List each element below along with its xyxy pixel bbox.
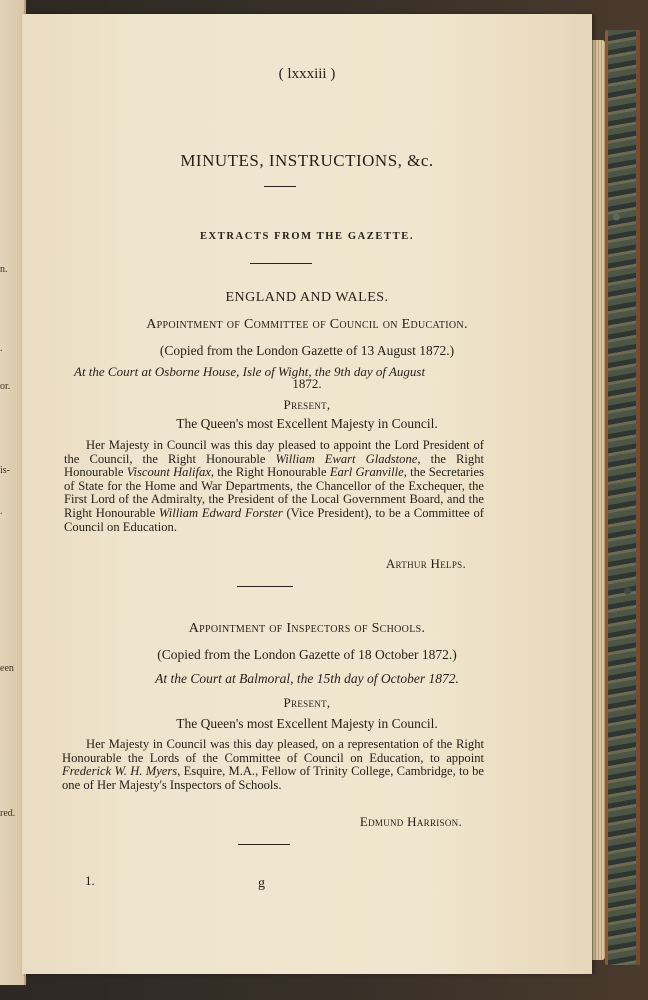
document-page [22, 14, 592, 974]
gazette-source: (Copied from the London Gazette of 13 August 1872.) [159, 343, 455, 358]
court-line: At the Court at Balmoral, the 15th day of October 1872. [155, 671, 459, 686]
page-title: MINUTES, INSTRUCTIONS, &c. [180, 151, 434, 170]
person-name: William Edward Forster [158, 505, 283, 520]
marbled-cover [605, 30, 636, 965]
left-fragment: n. [0, 264, 8, 275]
left-fragment: red. [0, 808, 16, 819]
section-subheading: Appointment of Committee of Council on Education. [146, 317, 468, 332]
divider [237, 586, 293, 587]
court-line: At the Court at Osborne House, Isle of Wight, the 9th day of August [74, 364, 426, 379]
person-name: Earl Granville [329, 465, 404, 480]
present-label: Present, [283, 695, 331, 710]
signature-mark: g [258, 876, 265, 891]
left-fragment: or. [0, 381, 11, 392]
left-fragment: een [0, 663, 14, 674]
left-fragment: . [0, 343, 3, 354]
divider [264, 186, 296, 187]
volume-mark: 1. [85, 873, 95, 888]
court-year: 1872. [292, 376, 322, 391]
person-name: Viscount Halifax [126, 465, 211, 480]
divider [250, 263, 312, 264]
signature: Arthur Helps. [385, 556, 466, 571]
queen-in-council: The Queen's most Excellent Majesty in Council. [176, 716, 438, 731]
extracts-heading: EXTRACTS FROM THE GAZETTE. [199, 231, 415, 242]
queen-in-council: The Queen's most Excellent Majesty in Council. [176, 416, 438, 431]
left-fragment: is- [0, 465, 10, 476]
left-fragment: . [0, 506, 3, 517]
person-name: William Ewart Gladstone [275, 451, 418, 466]
gazette-source: (Copied from the London Gazette of 18 October 1872.) [157, 647, 457, 662]
appointment-paragraph: Her Majesty in Council was this day pleased, on a representation of the Right Honourable the Lords of the Committee of Council on Education, to appoint Frederick W. H. Myers, Esquire, M.A., Fellow of Trinity College, Cambridge, to be one of Her Majesty's Inspectors of Schools. [62, 737, 484, 792]
section-heading: ENGLAND AND WALES. [225, 290, 389, 305]
page-number: ( lxxxiii ) [278, 66, 336, 82]
person-name: Frederick W. H. Myers [62, 764, 178, 779]
divider [238, 844, 290, 845]
appointment-paragraph: Her Majesty in Council was this day pleased to appoint the Lord President of the Council, the Right Honourable William Ewart Gladstone, the Right Honourable Viscount Halifax, the Right Honourable Earl Granville, the Secretaries of State for the Home and War Departments, the Chancellor of the Exchequer, the First Lord of the Admiralty, the President of the Local Government Board, and the Right Honourable William Edward Forster (Vice President), to be a Committee of Council on Education. [64, 438, 485, 534]
present-label: Present, [283, 397, 331, 412]
section-subheading: Appointment of Inspectors of Schools. [188, 621, 426, 636]
signature: Edmund Harrison. [359, 814, 462, 829]
